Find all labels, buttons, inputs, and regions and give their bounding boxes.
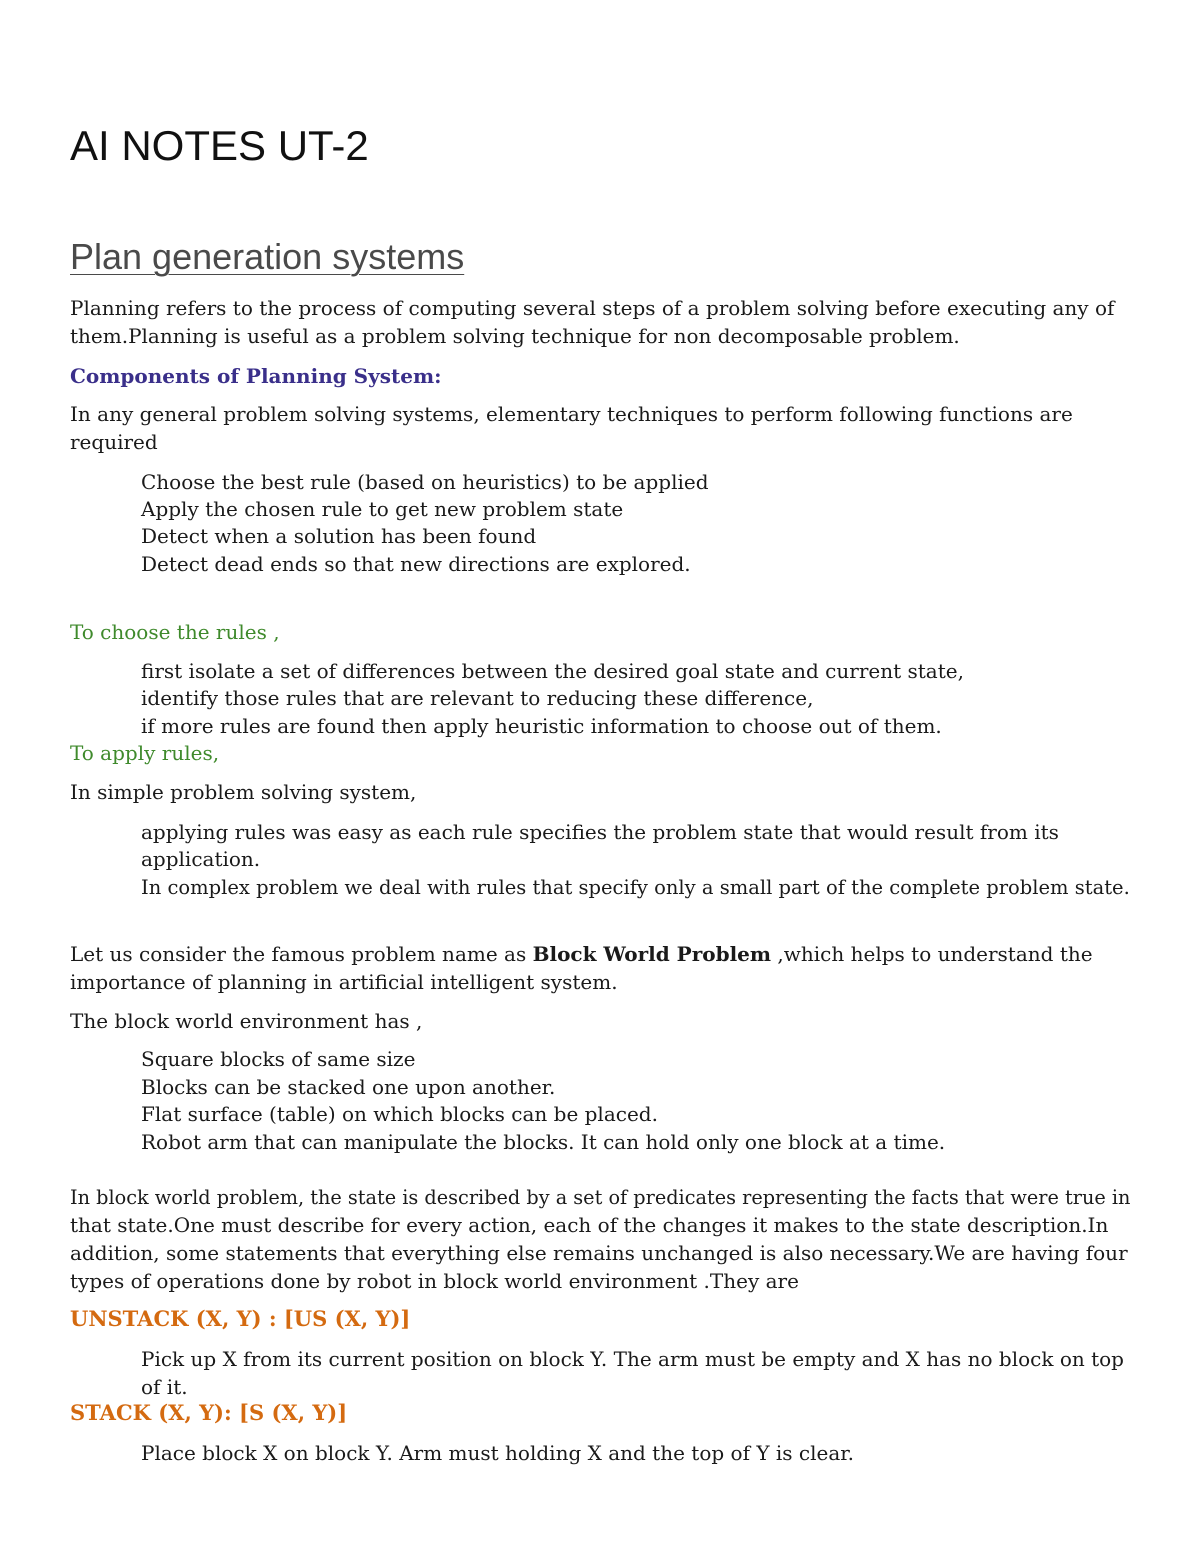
state-description-line-2: that state.One must describe for every action, each of the changes it makes to the state description.In: [70, 1213, 1109, 1237]
function-item: Detect when a solution has been found: [141, 524, 537, 548]
choose-rules-item: if more rules are found then apply heuristic information to choose out of them.: [141, 714, 942, 738]
block-world-problem-name: Block World Problem: [532, 942, 772, 966]
block-world-env-intro: The block world environment has ,: [70, 1009, 423, 1033]
components-intro-line-2: required: [70, 430, 158, 454]
components-heading: Components of Planning System:: [70, 364, 442, 388]
stack-description-line-1: Place block X on block Y. Arm must holding X and the top of Y is clear.: [141, 1441, 854, 1465]
env-item: Robot arm that can manipulate the blocks. It can hold only one block at a time.: [141, 1130, 946, 1154]
state-description-line-1: In block world problem, the state is described by a set of predicates representing the facts that were true in: [70, 1185, 1131, 1209]
apply-rules-heading: To apply rules,: [70, 741, 220, 765]
env-item: Blocks can be stacked one upon another.: [141, 1075, 556, 1099]
env-item: Flat surface (table) on which blocks can be placed.: [141, 1102, 658, 1126]
state-description-line-4: types of operations done by robot in block world environment .They are: [70, 1269, 799, 1293]
block-world-intro-suffix: ,which helps to understand the: [771, 942, 1093, 966]
env-item: Square blocks of same size: [141, 1047, 416, 1071]
section-heading: Plan generation systems: [70, 236, 465, 277]
components-intro-line-1: In any general problem solving systems, elementary techniques to perform following functions are: [70, 402, 1073, 426]
function-item: Apply the chosen rule to get new problem state: [141, 497, 624, 521]
stack-heading: STACK (X, Y): [S (X, Y)]: [70, 1400, 348, 1425]
apply-rules-item-1-line-2: application.: [141, 847, 261, 871]
choose-rules-heading: To choose the rules ,: [70, 620, 280, 644]
state-description-line-3: addition, some statements that everything else remains unchanged is also necessary.We are having four: [70, 1241, 1128, 1265]
choose-rules-item: first isolate a set of differences between the desired goal state and current state,: [141, 659, 964, 683]
unstack-description-line-2: of it.: [141, 1375, 188, 1399]
unstack-heading: UNSTACK (X, Y) : [US (X, Y)]: [70, 1306, 411, 1331]
apply-rules-intro: In simple problem solving system,: [70, 780, 417, 804]
block-world-intro-line-2: importance of planning in artificial intelligent system.: [70, 970, 618, 994]
intro-line-2: them.Planning is useful as a problem solving technique for non decomposable problem.: [70, 324, 960, 348]
apply-rules-item-2: In complex problem we deal with rules that specify only a small part of the complete problem state.: [141, 875, 1130, 899]
unstack-description-line-1: Pick up X from its current position on block Y. The arm must be empty and X has no block on top: [141, 1347, 1124, 1371]
choose-rules-item: identify those rules that are relevant to reducing these difference,: [141, 686, 814, 710]
intro-line-1: Planning refers to the process of computing several steps of a problem solving before executing any of: [70, 296, 1115, 320]
block-world-intro-line-1: [70, 940, 1093, 968]
function-item: Detect dead ends so that new directions are explored.: [141, 552, 691, 576]
function-item: Choose the best rule (based on heuristics) to be applied: [141, 470, 709, 494]
apply-rules-item-1-line-1: applying rules was easy as each rule specifies the problem state that would result from its: [141, 820, 1059, 844]
block-world-intro-prefix: Let us consider the famous problem name as: [70, 942, 533, 966]
page-title: AI NOTES UT-2: [70, 122, 369, 169]
